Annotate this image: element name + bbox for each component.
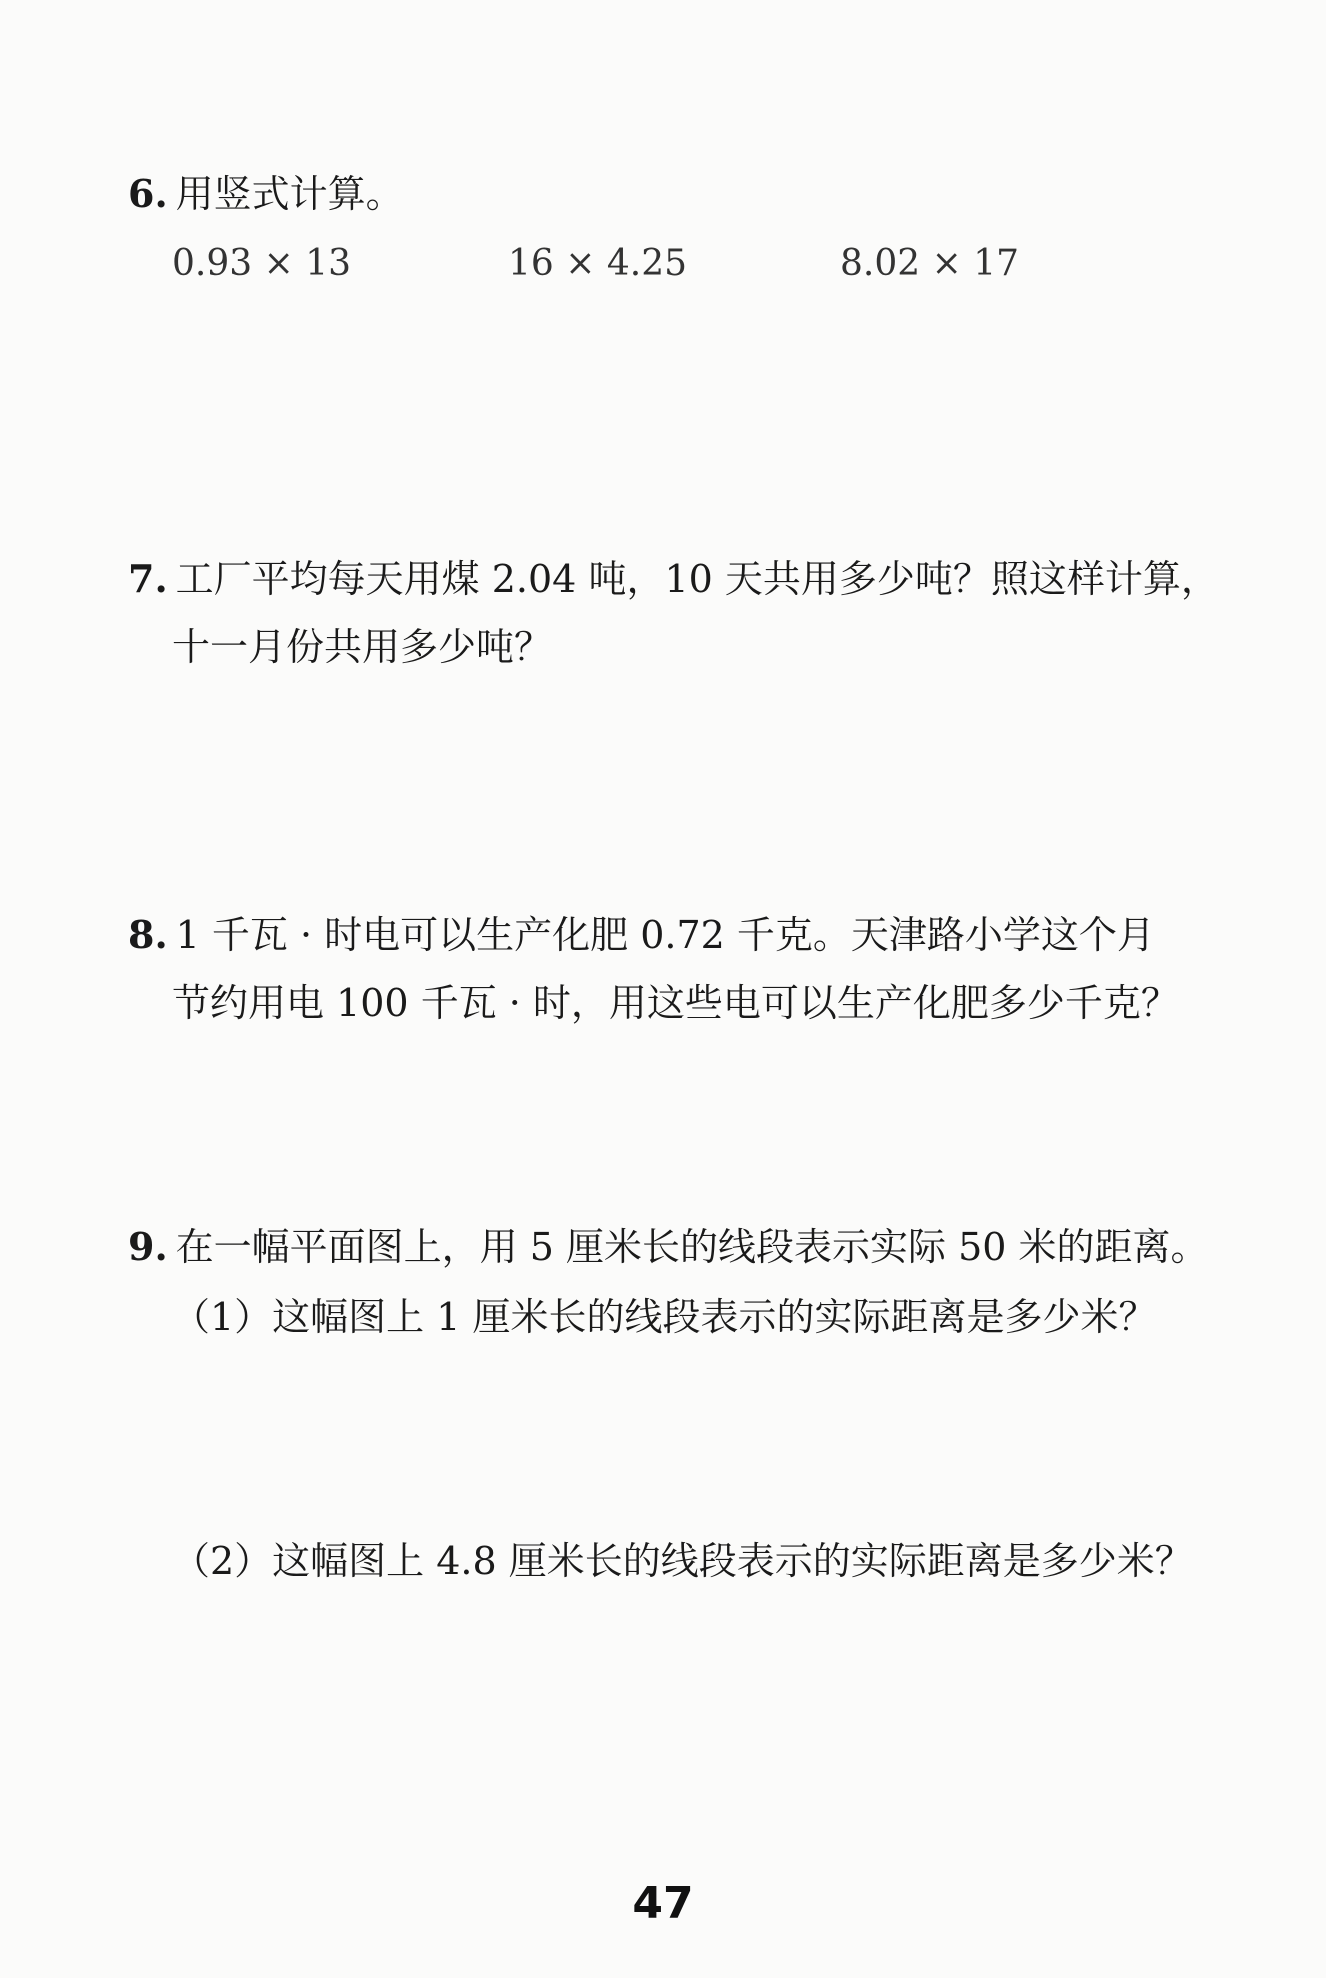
question-8: [128, 912, 1155, 957]
question-9-line-1: 在一幅平面图上，用 5 厘米长的线段表示实际 50 米的距离。: [175, 1225, 1209, 1269]
question-9-sub-2: （2）这幅图上 4.8 厘米长的线段表示的实际距离是多少米？: [172, 1539, 1193, 1583]
question-6-number: 6.: [128, 171, 168, 216]
question-8-number: 8.: [128, 912, 168, 957]
question-9: [128, 1224, 1209, 1269]
calc-expression-1: 0.93 × 13: [172, 243, 352, 284]
question-8-line-1: 1 千瓦 · 时电可以生产化肥 0.72 千克。天津路小学这个月: [175, 913, 1155, 957]
question-9-number: 9.: [128, 1224, 168, 1269]
question-9-sub-1: （1）这幅图上 1 厘米长的线段表示的实际距离是多少米？: [172, 1295, 1157, 1339]
question-7-line-2: 十一月份共用多少吨？: [172, 625, 553, 669]
question-6: [128, 171, 404, 216]
page-number: 47: [632, 1878, 694, 1929]
question-6-text: 用竖式计算。: [175, 172, 404, 216]
question-7-number: 7.: [128, 556, 168, 601]
question-7: [128, 556, 1219, 601]
question-7-line-1: 工厂平均每天用煤 2.04 吨，10 天共用多少吨？照这样计算，: [175, 557, 1219, 601]
calc-expression-3: 8.02 × 17: [840, 243, 1020, 284]
question-8-line-2: 节约用电 100 千瓦 · 时，用这些电可以生产化肥多少千克？: [172, 981, 1179, 1025]
calc-expression-2: 16 × 4.25: [508, 243, 688, 284]
